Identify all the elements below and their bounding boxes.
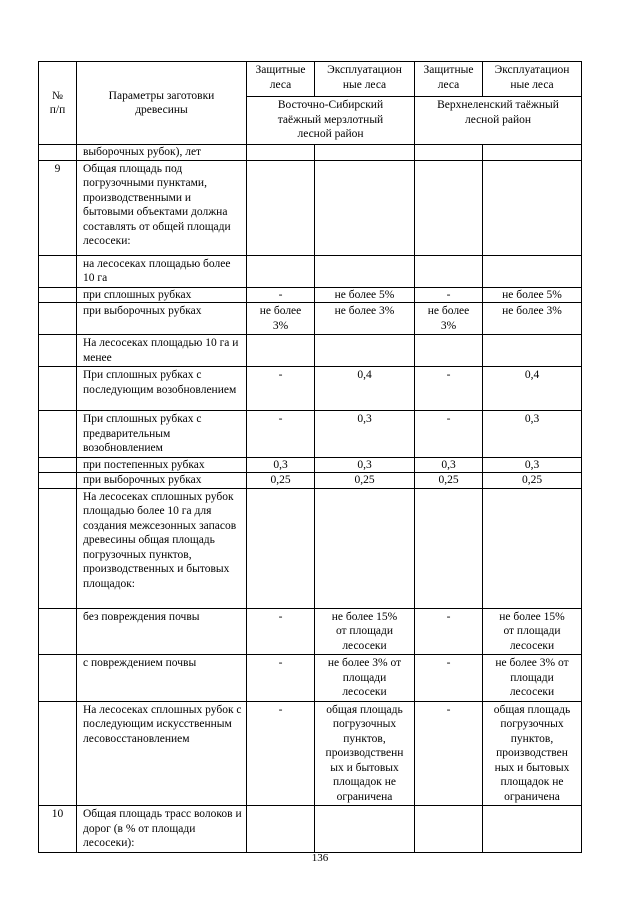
protective-value-cell: -: [247, 608, 315, 655]
exploitation-value-cell: [315, 160, 415, 255]
exploitation-value-cell: не более 3% от площади лесосеки: [483, 655, 582, 702]
parameter-cell: При сплошных рубках с предварительным возобновлением: [77, 411, 247, 458]
protective-value-cell: 0,25: [415, 473, 483, 489]
row-number-cell: [39, 457, 77, 473]
exploitation-value-cell: 0,3: [483, 457, 582, 473]
protective-value-cell: -: [415, 655, 483, 702]
row-number-cell: [39, 701, 77, 806]
row-number-cell: [39, 145, 77, 161]
exploitation-value-cell: не более 15% от площади лесосеки: [315, 608, 415, 655]
parameter-cell: без повреждения почвы: [77, 608, 247, 655]
exploitation-value-cell: 0,25: [315, 473, 415, 489]
header-exploitation-forest-1: Эксплуатацион ные леса: [315, 62, 415, 97]
row-number-cell: [39, 411, 77, 458]
protective-value-cell: -: [415, 608, 483, 655]
protective-value-cell: -: [247, 287, 315, 303]
exploitation-value-cell: [315, 806, 415, 853]
table-row: [39, 473, 582, 489]
protective-value-cell: -: [415, 701, 483, 806]
table-row: [39, 255, 582, 287]
table-header-row: [39, 62, 582, 97]
exploitation-value-cell: [315, 145, 415, 161]
exploitation-value-cell: общая площадь погрузочных пунктов, производственн ых и бытовых площадок не ограничена: [315, 701, 415, 806]
protective-value-cell: 0,3: [247, 457, 315, 473]
header-region-east-siberian: Восточно-Сибирский таёжный мерзлотный лесной район: [247, 97, 415, 145]
protective-value-cell: -: [415, 367, 483, 411]
exploitation-value-cell: не более 15% от площади лесосеки: [483, 608, 582, 655]
table-row: [39, 806, 582, 853]
protective-value-cell: [247, 160, 315, 255]
parameter-cell: на лесосеках площадью более 10 га: [77, 255, 247, 287]
exploitation-value-cell: [483, 255, 582, 287]
protective-value-cell: [415, 255, 483, 287]
protective-value-cell: -: [247, 411, 315, 458]
row-number-cell: [39, 335, 77, 367]
protective-value-cell: [415, 806, 483, 853]
protective-value-cell: [247, 488, 315, 608]
table-row: [39, 145, 582, 161]
exploitation-value-cell: 0,3: [315, 457, 415, 473]
header-exploitation-forest-2: Эксплуатацион ные леса: [483, 62, 582, 97]
header-params-cell: Параметры заготовки древесины: [77, 62, 247, 145]
protective-value-cell: -: [247, 655, 315, 702]
exploitation-value-cell: 0,3: [315, 411, 415, 458]
row-number-cell: [39, 255, 77, 287]
protective-value-cell: -: [415, 411, 483, 458]
exploitation-value-cell: не более 5%: [315, 287, 415, 303]
parameter-cell: выборочных рубок), лет: [77, 145, 247, 161]
table-row: [39, 701, 582, 806]
parameter-cell: Общая площадь под погрузочными пунктами, производственными и бытовыми объектами должна составлять от общей площади лесосеки:: [77, 160, 247, 255]
page-number: 136: [311, 852, 329, 864]
row-number-cell: [39, 488, 77, 608]
exploitation-value-cell: 0,3: [483, 411, 582, 458]
exploitation-value-cell: не более 3%: [483, 303, 582, 335]
protective-value-cell: [415, 488, 483, 608]
parameter-cell: с повреждением почвы: [77, 655, 247, 702]
exploitation-value-cell: [315, 488, 415, 608]
row-number-cell: [39, 655, 77, 702]
parameter-cell: при выборочных рубках: [77, 303, 247, 335]
header-protective-forest-2: Защитные леса: [415, 62, 483, 97]
header-region-upper-lena: Верхнеленский таёжный лесной район: [415, 97, 582, 145]
row-number-cell: [39, 473, 77, 489]
header-num-cell: № п/п: [39, 62, 77, 145]
table-row: [39, 457, 582, 473]
table-row: [39, 608, 582, 655]
protective-value-cell: [415, 160, 483, 255]
protective-value-cell: -: [415, 287, 483, 303]
table-row: [39, 287, 582, 303]
exploitation-value-cell: [315, 255, 415, 287]
exploitation-value-cell: не более 3% от площади лесосеки: [315, 655, 415, 702]
exploitation-value-cell: [483, 488, 582, 608]
exploitation-value-cell: 0,25: [483, 473, 582, 489]
table-row: [39, 160, 582, 255]
protective-value-cell: [247, 806, 315, 853]
table-row: [39, 367, 582, 411]
row-number-cell: [39, 303, 77, 335]
protective-value-cell: не более 3%: [247, 303, 315, 335]
table-row: [39, 655, 582, 702]
exploitation-value-cell: [315, 335, 415, 367]
exploitation-value-cell: не более 5%: [483, 287, 582, 303]
table-row: [39, 488, 582, 608]
exploitation-value-cell: [483, 160, 582, 255]
protective-value-cell: [415, 145, 483, 161]
row-number-cell: [39, 608, 77, 655]
row-number-cell: [39, 367, 77, 411]
parameter-cell: при выборочных рубках: [77, 473, 247, 489]
row-number-cell: 9: [39, 160, 77, 255]
protective-value-cell: [247, 145, 315, 161]
protective-value-cell: -: [247, 367, 315, 411]
protective-value-cell: [415, 335, 483, 367]
header-protective-forest-1: Защитные леса: [247, 62, 315, 97]
exploitation-value-cell: 0,4: [315, 367, 415, 411]
parameters-table: [38, 61, 582, 853]
protective-value-cell: [247, 255, 315, 287]
parameter-cell: при сплошных рубках: [77, 287, 247, 303]
exploitation-value-cell: [483, 806, 582, 853]
exploitation-value-cell: не более 3%: [315, 303, 415, 335]
row-number-cell: [39, 287, 77, 303]
parameter-cell: На лесосеках площадью 10 га и менее: [77, 335, 247, 367]
protective-value-cell: 0,3: [415, 457, 483, 473]
protective-value-cell: 0,25: [247, 473, 315, 489]
table-row: [39, 303, 582, 335]
parameter-cell: Общая площадь трасс волоков и дорог (в % от площади лесосеки):: [77, 806, 247, 853]
table-row: [39, 335, 582, 367]
protective-value-cell: не более 3%: [415, 303, 483, 335]
protective-value-cell: [247, 335, 315, 367]
row-number-cell: 10: [39, 806, 77, 853]
exploitation-value-cell: [483, 335, 582, 367]
parameter-cell: На лесосеках сплошных рубок с последующим искусственным лесовосстановлением: [77, 701, 247, 806]
parameter-cell: при постепенных рубках: [77, 457, 247, 473]
protective-value-cell: -: [247, 701, 315, 806]
exploitation-value-cell: общая площадь погрузочных пунктов, производствен ных и бытовых площадок не ограничена: [483, 701, 582, 806]
table-row: [39, 411, 582, 458]
parameter-cell: На лесосеках сплошных рубок площадью более 10 га для создания межсезонных запасов древесины общая площадь погрузочных пунктов, производственных и бытовых площадок:: [77, 488, 247, 608]
exploitation-value-cell: 0,4: [483, 367, 582, 411]
exploitation-value-cell: [483, 145, 582, 161]
parameter-cell: При сплошных рубках с последующим возобновлением: [77, 367, 247, 411]
